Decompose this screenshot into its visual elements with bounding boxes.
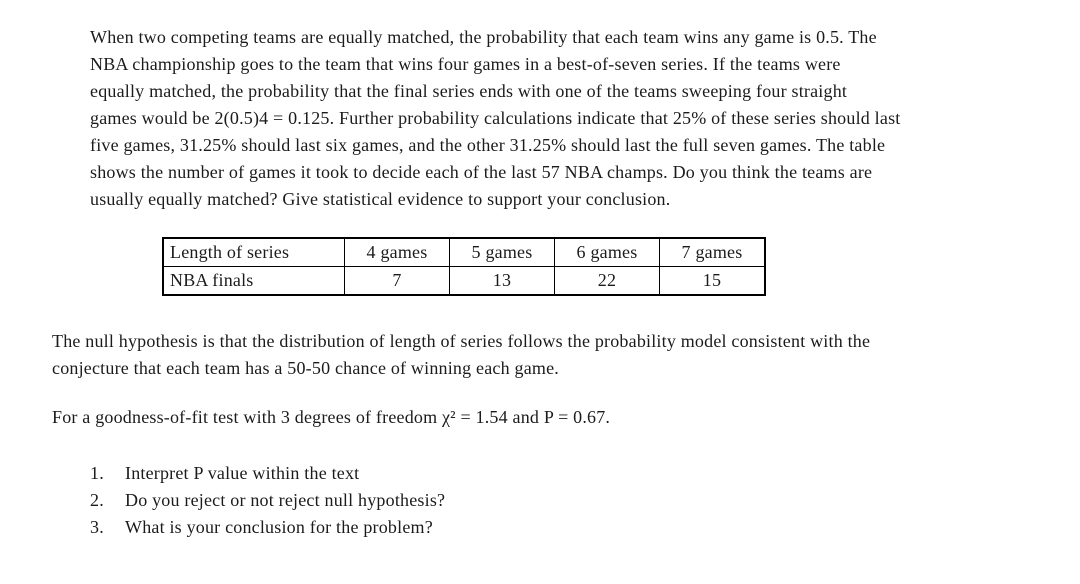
question-number: 3. [90, 517, 104, 537]
table-value-4-games: 7 [345, 267, 450, 296]
table-header-5-games: 5 games [450, 238, 555, 267]
table-value-7-games: 15 [660, 267, 766, 296]
question-item-2 [90, 487, 445, 514]
hypothesis-line: conjecture that each team has a 50-50 chance of winning each game. [52, 358, 559, 378]
questions-list [90, 460, 445, 541]
series-length-table [162, 237, 766, 296]
question-text: Do you reject or not reject null hypothesis? [125, 490, 446, 510]
intro-line: usually equally matched? Give statistical evidence to support your conclusion. [90, 189, 671, 209]
table-row-label-nba-finals: NBA finals [163, 267, 345, 296]
question-text: What is your conclusion for the problem? [125, 517, 433, 537]
table-header-length-of-series: Length of series [163, 238, 345, 267]
table-data-row [163, 267, 765, 296]
intro-line: NBA championship goes to the team that wins four games in a best-of-seven series. If the teams were [90, 54, 841, 74]
intro-line: five games, 31.25% should last six games, and the other 31.25% should last the full seven games. The table [90, 135, 886, 155]
intro-line: When two competing teams are equally matched, the probability that each team wins any game is 0.5. The [90, 27, 877, 47]
hypothesis-line: The null hypothesis is that the distribution of length of series follows the probability model consistent with the [52, 331, 871, 351]
intro-paragraph [90, 24, 900, 213]
goodness-of-fit-statement [52, 404, 610, 431]
test-statistic-line: For a goodness-of-fit test with 3 degrees of freedom χ² = 1.54 and P = 0.67. [52, 407, 611, 427]
question-item-3 [90, 514, 445, 541]
table-header-4-games: 4 games [345, 238, 450, 267]
intro-line: equally matched, the probability that the final series ends with one of the teams sweeping four straight [90, 81, 848, 101]
table-value-5-games: 13 [450, 267, 555, 296]
intro-line: games would be 2(0.5)4 = 0.125. Further probability calculations indicate that 25% of these series should last [90, 108, 901, 128]
question-number: 2. [90, 490, 104, 510]
table-header-row [163, 238, 765, 267]
question-number: 1. [90, 463, 104, 483]
question-item-1 [90, 460, 445, 487]
table-header-7-games: 7 games [660, 238, 766, 267]
intro-line: shows the number of games it took to decide each of the last 57 NBA champs. Do you think the teams are [90, 162, 873, 182]
table-header-6-games: 6 games [555, 238, 660, 267]
question-text: Interpret P value within the text [125, 463, 360, 483]
table-value-6-games: 22 [555, 267, 660, 296]
null-hypothesis-paragraph [52, 328, 870, 382]
